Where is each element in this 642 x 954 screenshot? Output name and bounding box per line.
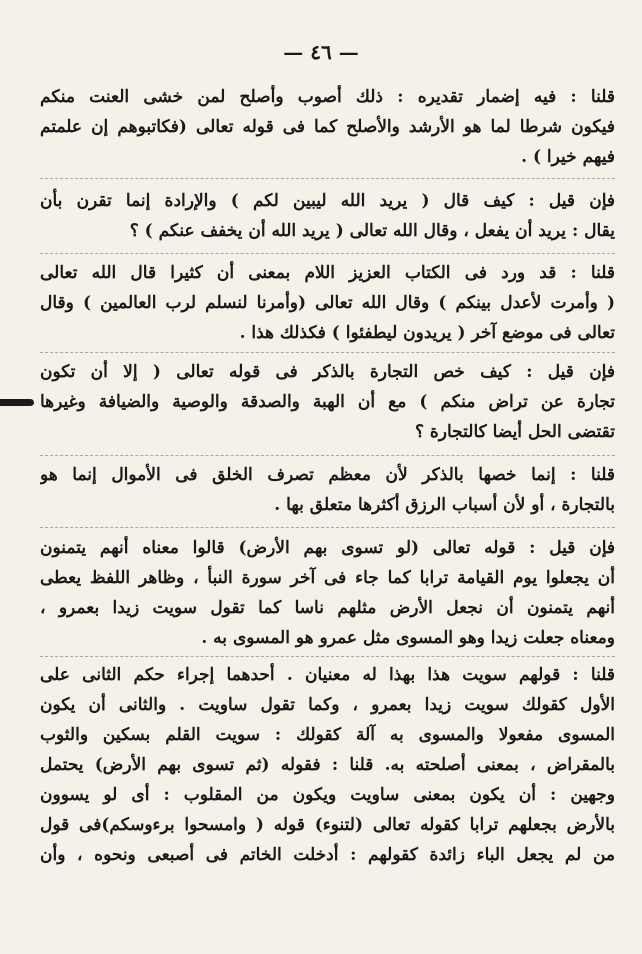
- text-line: تعالى فى موضع آخر ( يريدون ليطفئوا ) فكذلك هذا .: [239, 323, 615, 343]
- text-line: بالتجارة ، أو لأن أسباب الرزق أكثرها متعلق بها .: [274, 495, 615, 515]
- text-line: تجارة عن تراض منكم ) مع أن الهبة والصدقة والوصية والضيافة وغيرها: [40, 392, 615, 412]
- page-number: — ٤٦ —: [283, 40, 359, 64]
- text-line: تقتضى الحل أيضا كالتجارة ؟: [414, 422, 615, 442]
- text-line: قلنا : إنما خصها بالذكر لأن معظم تصرف الخلق فى الأموال إنما هو: [40, 465, 615, 485]
- margin-mark: [0, 399, 34, 406]
- text-line: أنهم يتمنون أن نجعل الأرض مثلهم ناسا كما تقول سويت زيدا بعمرو ،: [40, 598, 615, 618]
- text-line: يقال : يريد أن يفعل ، وقال الله تعالى ( يريد الله أن يخفف عنكم ) ؟: [129, 221, 615, 241]
- paragraph: [40, 460, 615, 520]
- text-line: قلنا : قولهم سويت هذا بهذا له معنيان . أحدهما إجراء حكم الثانى على: [40, 665, 615, 685]
- divider: [40, 253, 615, 255]
- text-line: أن يجعلوا يوم القيامة ترابا كما جاء فى آخر سورة النبأ ، وظاهر اللفظ يعطى: [40, 568, 615, 588]
- text-line: وجهين : أن يكون بمعنى ساويت ويكون من المقلوب : أى لو يسوون: [40, 785, 615, 805]
- paragraph: [40, 357, 615, 447]
- text-line: بالمقراض ، بمعنى أصلحته به. قلنا : فقوله (ثم تسوى بهم الأرض) يحتمل: [40, 755, 615, 775]
- divider: [40, 352, 615, 354]
- paragraph: [40, 186, 615, 246]
- text-line: فإن قيل : كيف خص التجارة بالذكر فى قوله تعالى ( إلا أن تكون: [40, 362, 615, 382]
- text-line: من لم يجعل الباء زائدة كقولهم : أدخلت الخاتم فى أصبعى ونحوه ، وأن: [40, 845, 615, 865]
- divider: [40, 527, 615, 529]
- text-line: فإن قيل : كيف قال ( يريد الله ليبين لكم ) والإرادة إنما تقرن بأن: [40, 191, 615, 211]
- text-line: ومعناه جعلت زيدا وهو المسوى مثل عمرو هو المسوى به .: [201, 628, 615, 648]
- divider: [40, 455, 615, 457]
- text-line: فيكون شرطا لما هو الأرشد والأصلح كما فى قوله تعالى (فكاتبوهم إن علمتم: [40, 117, 615, 137]
- divider: [40, 656, 615, 658]
- divider: [40, 178, 615, 180]
- text-line: فإن قيل : قوله تعالى (لو تسوى بهم الأرض) قالوا معناه أنهم يتمنون: [40, 538, 615, 558]
- paragraph: [40, 258, 615, 348]
- paragraph: [40, 82, 615, 172]
- text-line: قلنا : قد ورد فى الكتاب العزيز اللام بمعنى أن كثيرا قال الله تعالى: [40, 263, 615, 283]
- text-line: قلنا : فيه إضمار تقديره : ذلك أصوب وأصلح لمن خشى العنت منكم: [40, 87, 615, 107]
- text-line: فيهم خيرا ) .: [521, 147, 615, 167]
- paragraph: [40, 533, 615, 653]
- text-line: الأول كقولك سويت زيدا بعمرو ، وكما تقول ساويت . والثانى أن يكون: [40, 695, 615, 715]
- paragraph: [40, 660, 615, 870]
- text-line: بالأرض بجعلهم ترابا كقوله تعالى (لتنوء) قوله ( وامسحوا برءوسكم)فى قول: [40, 815, 615, 835]
- text-line: ( وأمرت لأعدل بينكم ) وقال الله تعالى (وأمرنا لنسلم لرب العالمين ) وقال: [40, 293, 615, 313]
- text-line: المسوى مفعولا والمسوى به آلة كقولك : سويت القلم بسكين والثوب: [40, 725, 615, 745]
